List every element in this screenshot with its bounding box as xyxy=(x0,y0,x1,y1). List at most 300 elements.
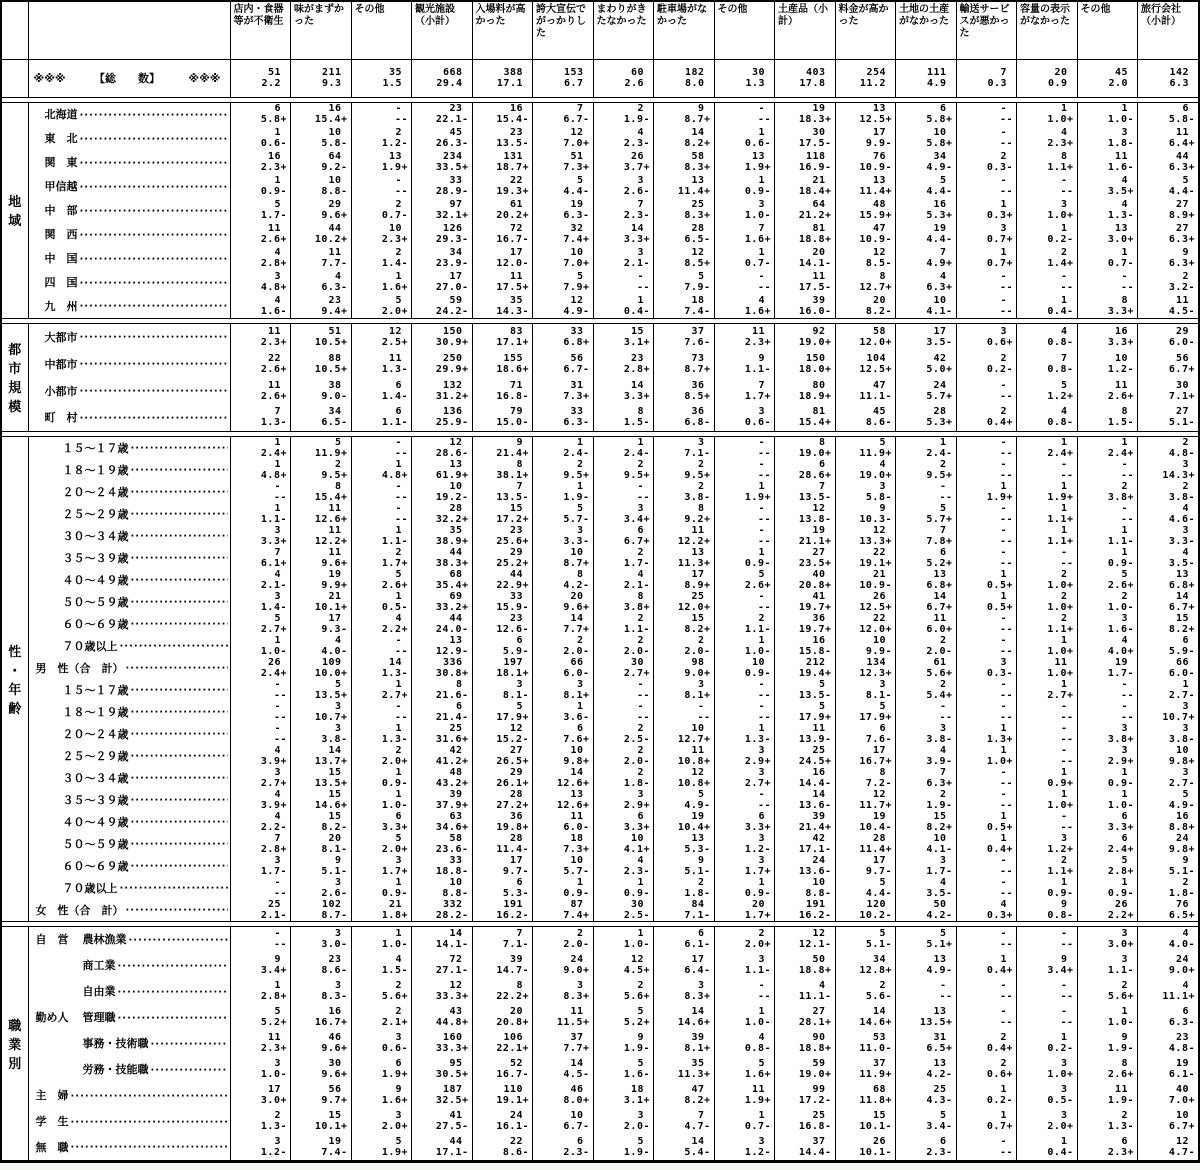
count-value: 1 xyxy=(395,766,402,778)
data-cell xyxy=(291,323,352,350)
percent-value: 0.2- xyxy=(986,1095,1013,1106)
group-label-text xyxy=(2,1015,28,1072)
percent-value: 6.8+ xyxy=(563,336,590,348)
data-cell xyxy=(714,613,775,635)
data-cell xyxy=(593,102,654,126)
data-cell xyxy=(533,1082,594,1108)
percent-value: 4.2- xyxy=(563,579,590,591)
count-value: 4 xyxy=(274,788,281,800)
count-value: 1 xyxy=(1121,766,1128,778)
data-cell xyxy=(956,833,1017,855)
percent-value: 2.2 xyxy=(261,78,281,89)
data-cell xyxy=(291,350,352,377)
count-value: 2 xyxy=(637,634,644,646)
data-cell xyxy=(1017,503,1078,525)
percent-value: 2.3- xyxy=(623,138,650,149)
percent-value: 5.8- xyxy=(1168,114,1195,126)
percent-value: 2.0+ xyxy=(381,305,408,317)
percent-value: 1.1- xyxy=(744,965,771,976)
data-cell xyxy=(1138,701,1199,723)
data-cell xyxy=(835,1108,896,1134)
data-cell xyxy=(714,503,775,525)
percent-value: 9.3- xyxy=(321,623,348,635)
count-value: 4 xyxy=(1060,325,1068,337)
data-cell xyxy=(956,701,1017,723)
data-cell xyxy=(956,978,1017,1004)
data-cell xyxy=(1077,102,1138,126)
count-value: 15 xyxy=(328,788,342,800)
count-value: 16 xyxy=(812,766,826,778)
data-cell xyxy=(351,377,412,404)
count-value: 3 xyxy=(879,480,886,492)
count-value: 11 xyxy=(328,247,342,258)
count-value: 23 xyxy=(509,524,523,536)
row-label-cell xyxy=(28,745,230,767)
data-cell xyxy=(230,547,291,569)
data-cell xyxy=(593,126,654,150)
data-cell xyxy=(835,102,896,126)
percent-value: 2.3- xyxy=(623,865,650,877)
data-cell xyxy=(896,350,957,377)
data-cell xyxy=(1138,978,1199,1004)
percent-value: 21.4- xyxy=(435,711,469,723)
percent-value: 0.3- xyxy=(986,162,1013,173)
count-value: 9 xyxy=(637,1032,644,1043)
data-cell xyxy=(593,745,654,767)
count-value: 2 xyxy=(939,788,947,800)
count-value: 2 xyxy=(637,546,644,558)
row-label: 町 村 xyxy=(44,411,78,425)
count-value: 6 xyxy=(1121,810,1128,822)
count-value: 17 xyxy=(509,247,523,258)
data-cell xyxy=(230,569,291,591)
dotted-leader xyxy=(131,507,228,520)
data-cell xyxy=(593,899,654,922)
data-cell xyxy=(593,503,654,525)
data-cell xyxy=(1077,481,1138,503)
data-cell xyxy=(1017,459,1078,481)
percent-value: 0.9- xyxy=(381,887,408,899)
count-value: 110 xyxy=(503,1084,523,1095)
data-cell xyxy=(654,926,715,952)
section-region xyxy=(2,102,1198,319)
data-cell xyxy=(593,404,654,431)
count-value: 3 xyxy=(758,832,765,844)
data-cell xyxy=(412,377,473,404)
percent-value: -- xyxy=(394,114,408,126)
count-value: 132 xyxy=(442,379,463,391)
row-label: ６０～６９歳 xyxy=(62,617,129,631)
percent-value: 15.9- xyxy=(496,601,529,613)
data-cell xyxy=(896,591,957,613)
row-label: ３０～３４歳 xyxy=(62,529,129,543)
percent-value: 12.0- xyxy=(496,258,529,269)
data-cell xyxy=(472,978,533,1004)
data-cell xyxy=(956,174,1017,198)
data-cell xyxy=(1017,126,1078,150)
percent-value: 61.9+ xyxy=(435,469,469,481)
count-value: 28 xyxy=(509,832,523,844)
percent-value: -- xyxy=(1060,991,1074,1002)
data-cell xyxy=(714,294,775,318)
data-cell xyxy=(1077,855,1138,877)
count-value: 1 xyxy=(1060,1135,1068,1147)
data-cell xyxy=(472,323,533,350)
percent-value: 2.8+ xyxy=(260,258,287,269)
percent-value: 5.2+ xyxy=(623,1017,650,1028)
count-value: 4 xyxy=(1182,546,1189,558)
count-value: 6 xyxy=(395,406,402,418)
data-cell xyxy=(835,569,896,591)
count-value: 2 xyxy=(758,928,765,940)
count-value: 3 xyxy=(395,1032,402,1043)
percent-value: 2.7- xyxy=(1168,777,1195,789)
percent-value: 6.7+ xyxy=(1168,1121,1195,1132)
data-cell xyxy=(412,323,473,350)
table-row xyxy=(2,525,1198,547)
data-cell xyxy=(714,723,775,745)
percent-value: 0.3 xyxy=(987,78,1007,89)
data-cell xyxy=(1138,723,1199,745)
percent-value: 20.2+ xyxy=(496,210,529,221)
data-cell xyxy=(1077,877,1138,899)
percent-value: 11.1- xyxy=(859,390,892,402)
percent-value: 10.4- xyxy=(859,821,892,833)
percent-value: 2.0+ xyxy=(1047,1121,1074,1132)
row-label: 東 北 xyxy=(44,132,78,145)
data-cell xyxy=(351,591,412,613)
row-label-wrap xyxy=(29,440,230,456)
data-cell xyxy=(351,150,412,174)
count-value: 51 xyxy=(570,151,584,162)
count-value: 11 xyxy=(812,271,826,282)
data-cell xyxy=(896,745,957,767)
count-value: 5 xyxy=(1182,175,1189,186)
dotted-leader xyxy=(151,1037,228,1050)
count-value: 17 xyxy=(933,325,947,337)
data-cell xyxy=(230,635,291,657)
data-cell xyxy=(775,833,836,855)
data-cell xyxy=(593,377,654,404)
count-value: 42 xyxy=(933,352,947,364)
percent-value: 1.0+ xyxy=(1047,579,1074,591)
percent-value: 8.5+ xyxy=(684,390,711,402)
percent-value: 8.8- xyxy=(805,887,832,899)
row-label: 主 婦 xyxy=(35,1089,69,1102)
percent-value: 9.8+ xyxy=(563,755,590,767)
data-cell xyxy=(1017,294,1078,318)
count-value: 8 xyxy=(697,502,705,514)
data-cell xyxy=(412,503,473,525)
percent-value: 1.3- xyxy=(260,417,287,429)
section-sexage xyxy=(2,436,1198,922)
count-value: 15 xyxy=(872,1110,886,1121)
data-cell xyxy=(835,591,896,613)
percent-value: -- xyxy=(939,711,953,723)
data-cell xyxy=(533,294,594,318)
total-row xyxy=(2,59,1198,97)
percent-value: 6.5- xyxy=(684,234,711,245)
data-cell xyxy=(351,811,412,833)
data-cell xyxy=(1017,1108,1078,1134)
data-cell xyxy=(835,323,896,350)
percent-value: 8.5- xyxy=(865,258,892,269)
data-cell xyxy=(775,404,836,431)
data-cell xyxy=(1077,1082,1138,1108)
data-cell xyxy=(1077,436,1138,459)
count-value: 15 xyxy=(328,766,342,778)
row-label: 北海道 xyxy=(44,108,78,122)
data-cell xyxy=(714,222,775,246)
data-cell xyxy=(714,323,775,350)
count-value: - xyxy=(1000,700,1007,712)
count-value: 14 xyxy=(449,928,463,940)
data-cell xyxy=(291,952,352,978)
count-value: 10 xyxy=(812,876,826,888)
data-cell xyxy=(1138,877,1199,899)
data-cell xyxy=(896,503,957,525)
group-label-city xyxy=(2,323,28,431)
percent-value: -- xyxy=(757,535,771,547)
data-cell xyxy=(835,789,896,811)
count-value: 14 xyxy=(872,1006,886,1017)
count-value: 10 xyxy=(570,854,584,866)
data-cell xyxy=(230,591,291,613)
data-cell xyxy=(351,323,412,350)
count-value: 13 xyxy=(933,1058,947,1069)
count-value: 16 xyxy=(509,103,523,115)
table-row xyxy=(2,459,1198,481)
data-cell xyxy=(1138,503,1199,525)
count-value: 66 xyxy=(570,656,584,668)
count-value: 8 xyxy=(334,480,342,492)
count-value: 6 xyxy=(576,722,584,734)
data-cell xyxy=(896,323,957,350)
count-value: 1 xyxy=(1121,103,1128,115)
table-row xyxy=(2,294,1198,318)
count-value: 5 xyxy=(879,436,886,448)
percent-value: 9.5+ xyxy=(563,469,590,481)
percent-value: 1.8- xyxy=(684,887,711,899)
data-cell xyxy=(412,952,473,978)
data-cell xyxy=(956,481,1017,503)
percent-value: 19.1+ xyxy=(859,557,892,569)
data-cell xyxy=(775,745,836,767)
percent-value: 12.5+ xyxy=(859,601,892,613)
count-value: 10 xyxy=(449,480,463,492)
data-cell xyxy=(956,270,1017,294)
count-value: - xyxy=(1000,524,1007,536)
count-value: 19 xyxy=(691,810,705,822)
count-value: 61 xyxy=(509,199,523,210)
col-header: その他 xyxy=(714,2,775,59)
data-cell xyxy=(1138,926,1199,952)
data-cell xyxy=(714,436,775,459)
percent-value: 11.4+ xyxy=(859,843,892,855)
data-cell xyxy=(896,899,957,922)
percent-value: 2.3- xyxy=(563,1146,590,1158)
count-value: 2 xyxy=(879,980,886,991)
percent-value: 17.2- xyxy=(798,1095,832,1106)
count-value: 18 xyxy=(691,294,705,306)
percent-value: 1.0+ xyxy=(1047,799,1074,811)
data-cell xyxy=(896,1004,957,1030)
data-cell xyxy=(230,613,291,635)
percent-value: 1.9- xyxy=(623,1043,650,1054)
percent-value: 1.1+ xyxy=(1047,535,1074,547)
row-label-wrap xyxy=(29,1061,230,1077)
count-value: 12 xyxy=(388,325,402,337)
count-value: 28 xyxy=(449,502,463,514)
percent-value: 2.0+ xyxy=(381,755,408,767)
percent-value: 28.6+ xyxy=(798,469,832,481)
percent-value: 1.9- xyxy=(623,114,650,126)
count-value: - xyxy=(1000,175,1007,186)
percent-value: 1.1- xyxy=(623,623,650,635)
count-value: 50 xyxy=(933,898,947,910)
data-cell xyxy=(533,547,594,569)
count-value: 27 xyxy=(812,546,826,558)
count-value: - xyxy=(1060,744,1068,756)
count-value: - xyxy=(939,980,947,991)
percent-value: -- xyxy=(394,711,408,723)
count-value: 2 xyxy=(395,1006,402,1017)
percent-value: 3.3+ xyxy=(623,821,650,833)
row-label: ６０～６９歳 xyxy=(62,859,129,873)
count-value: 11 xyxy=(691,524,705,536)
data-cell xyxy=(412,1030,473,1056)
row-label-cell xyxy=(28,102,230,126)
percent-value: 25.2+ xyxy=(496,557,529,569)
data-cell xyxy=(1138,1082,1199,1108)
data-cell xyxy=(1077,547,1138,569)
percent-value: 8.7- xyxy=(321,909,348,921)
count-value: 6 xyxy=(516,876,523,888)
count-value: 3 xyxy=(274,590,281,602)
row-label-cell xyxy=(28,899,230,922)
data-cell xyxy=(351,503,412,525)
percent-value: 0.9- xyxy=(1107,557,1134,569)
data-cell xyxy=(1138,657,1199,679)
data-cell xyxy=(714,701,775,723)
data-cell xyxy=(956,855,1017,877)
percent-value: 3.3+ xyxy=(623,390,650,402)
data-cell xyxy=(412,459,473,481)
percent-value: 13.5- xyxy=(496,138,529,149)
percent-value: 4.9- xyxy=(1168,799,1195,811)
row-label-cell xyxy=(28,679,230,701)
percent-value: 8.8+ xyxy=(1168,821,1195,833)
percent-value: 1.3- xyxy=(260,1121,287,1132)
count-value: 28 xyxy=(509,788,523,800)
data-cell xyxy=(714,811,775,833)
count-value: 3 xyxy=(939,722,947,734)
percent-value: 10.3- xyxy=(859,513,892,525)
count-value: 22 xyxy=(509,1135,523,1147)
percent-value: 2.9+ xyxy=(1107,755,1134,767)
data-cell xyxy=(472,198,533,222)
percent-value: 1.0- xyxy=(381,939,408,951)
data-cell xyxy=(1077,59,1138,97)
row-label-wrap xyxy=(29,660,230,676)
count-value: 2 xyxy=(1121,1110,1128,1121)
percent-value: 11.9+ xyxy=(859,447,892,459)
data-cell xyxy=(593,978,654,1004)
count-value: 19 xyxy=(1175,1058,1189,1069)
data-cell xyxy=(956,613,1017,635)
percent-value: 19.0+ xyxy=(798,447,832,459)
count-value: 39 xyxy=(812,810,826,822)
count-value: 3 xyxy=(516,678,523,690)
count-value: 4 xyxy=(1121,199,1128,210)
percent-value: 6.3+ xyxy=(1168,234,1195,245)
count-value: 12 xyxy=(570,127,584,138)
data-cell xyxy=(1077,701,1138,723)
percent-value: 28.1+ xyxy=(798,1017,832,1028)
percent-value: 1.2- xyxy=(260,1146,287,1158)
row-label: 四 国 xyxy=(44,276,78,289)
data-cell xyxy=(533,150,594,174)
percent-value: 6.7- xyxy=(563,1121,590,1132)
count-value: 1 xyxy=(1000,1084,1007,1095)
count-value: 16 xyxy=(1114,325,1128,337)
data-cell xyxy=(1017,855,1078,877)
data-cell xyxy=(412,126,473,150)
count-value: 90 xyxy=(812,1032,826,1043)
count-value: 23 xyxy=(1175,1032,1189,1043)
percent-value: 2.6+ xyxy=(260,390,287,402)
row-label: ２０～２４歳 xyxy=(62,485,129,499)
data-cell xyxy=(291,789,352,811)
percent-value: 3.9- xyxy=(926,755,953,767)
data-cell xyxy=(291,926,352,952)
data-cell xyxy=(412,1004,473,1030)
percent-value: 2.0- xyxy=(926,645,953,657)
row-label-wrap xyxy=(29,880,230,896)
data-cell xyxy=(412,569,473,591)
row-label-cell xyxy=(28,246,230,270)
percent-value: 10.0+ xyxy=(314,667,348,679)
percent-value: 1.1- xyxy=(744,623,771,635)
percent-value: 2.0- xyxy=(623,755,650,767)
data-cell xyxy=(472,833,533,855)
data-cell xyxy=(291,723,352,745)
count-value: 13 xyxy=(449,634,463,646)
count-value: - xyxy=(758,502,765,514)
count-value: 15 xyxy=(933,810,947,822)
percent-value: 1.4+ xyxy=(1047,258,1074,269)
percent-value: 18.4+ xyxy=(798,186,832,197)
count-value: 29 xyxy=(1175,325,1189,337)
count-value: 8 xyxy=(879,766,886,778)
data-cell xyxy=(714,1108,775,1134)
group-char: 域 xyxy=(8,214,22,229)
data-cell xyxy=(230,1030,291,1056)
percent-value: 0.5+ xyxy=(986,579,1013,591)
percent-value: 4.8+ xyxy=(260,282,287,293)
data-cell xyxy=(351,767,412,789)
count-value: 3 xyxy=(758,744,765,756)
count-value: 11 xyxy=(1114,379,1128,391)
row-label-wrap xyxy=(29,356,230,372)
row-label-cell xyxy=(28,481,230,503)
count-value: 1 xyxy=(395,590,402,602)
data-cell xyxy=(896,404,957,431)
dotted-leader xyxy=(131,595,228,608)
percent-value: 21.2+ xyxy=(798,210,832,221)
percent-value: 27.2+ xyxy=(496,799,529,811)
data-cell xyxy=(533,569,594,591)
